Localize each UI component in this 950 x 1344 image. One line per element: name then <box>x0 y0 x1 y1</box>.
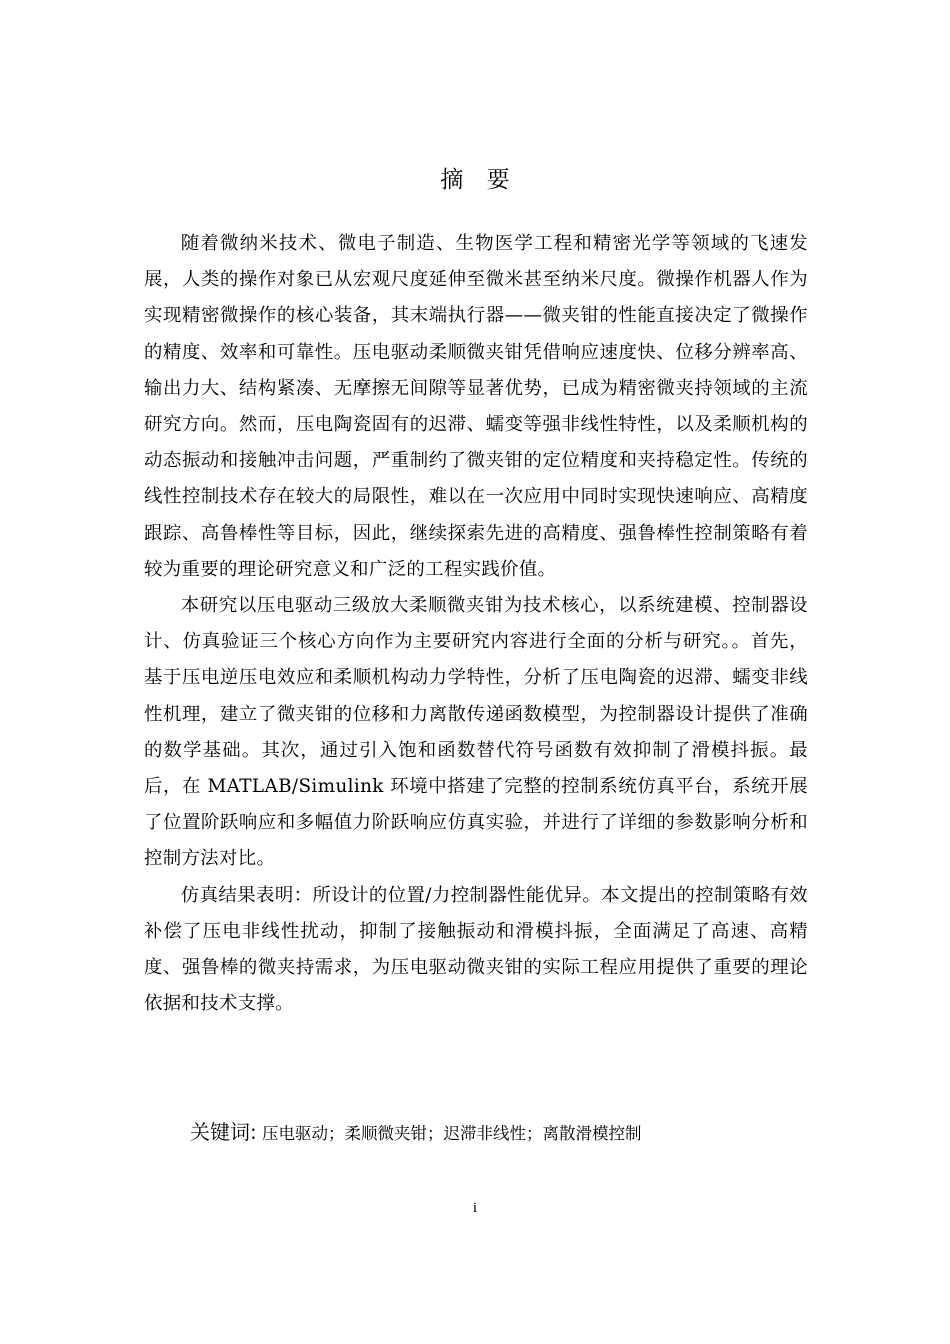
keywords-line <box>190 1117 642 1149</box>
abstract-paragraph-3: 仿真结果表明：所设计的位置/力控制器性能优异。本文提出的控制策略有效补偿了压电非线性扰动，抑制了接触振动和滑模抖振，全面满足了高速、高精度、强鲁棒的微夹持需求，为压电驱动微夹钳的实际工程应用提供了重要的理论依据和技术支撑。 <box>144 884 808 1015</box>
abstract-body <box>144 226 808 1022</box>
abstract-paragraph-2: 本研究以压电驱动三级放大柔顺微夹钳为技术核心，以系统建模、控制器设计、仿真验证三个核心方向作为主要研究内容进行全面的分析与研究。。首先，基于压电逆压电效应和柔顺机构动力学特性，分析了压电陶瓷的迟滞、蠕变非线性机理，建立了微夹钳的位移和力离散传递函数模型，为控制器设计提供了准确的数学基础。其次，通过引入饱和函数替代符号函数有效抑制了滑模抖振。最后，在 MATLAB/Simulink 环境中搭建了完整的控制系统仿真平台，系统开展了位置阶跃响应和多幅值力阶跃响应仿真实验，并进行了详细的参数影响分析和控制方法对比。 <box>144 595 808 870</box>
keywords-text: 压电驱动；柔顺微夹钳；迟滞非线性；离散滑模控制 <box>256 1124 642 1143</box>
abstract-paragraph-1: 随着微纳米技术、微电子制造、生物医学工程和精密光学等领域的飞速发展，人类的操作对象已从宏观尺度延伸至微米甚至纳米尺度。微操作机器人作为实现精密微操作的核心装备，其末端执行器——微夹钳的性能直接决定了微操作的精度、效率和可靠性。压电驱动柔顺微夹钳凭借响应速度快、位移分辨率高、输出力大、结构紧凑、无摩擦无间隙等显著优势，已成为精密微夹持领域的主流研究方向。然而，压电陶瓷固有的迟滞、蠕变等强非线性特性，以及柔顺机构的动态振动和接触冲击问题，严重制约了微夹钳的定位精度和夹持稳定性。传统的线性控制技术存在较大的局限性，难以在一次应用中同时实现快速响应、高精度跟踪、高鲁棒性等目标，因此，继续探索先进的高精度、强鲁棒性控制策略有着较为重要的理论研究意义和广泛的工程实践价值。 <box>144 233 808 580</box>
keywords-label: 关键词: <box>190 1120 257 1144</box>
abstract-title: 摘 要 <box>440 167 518 193</box>
page-number: i <box>472 1200 478 1216</box>
